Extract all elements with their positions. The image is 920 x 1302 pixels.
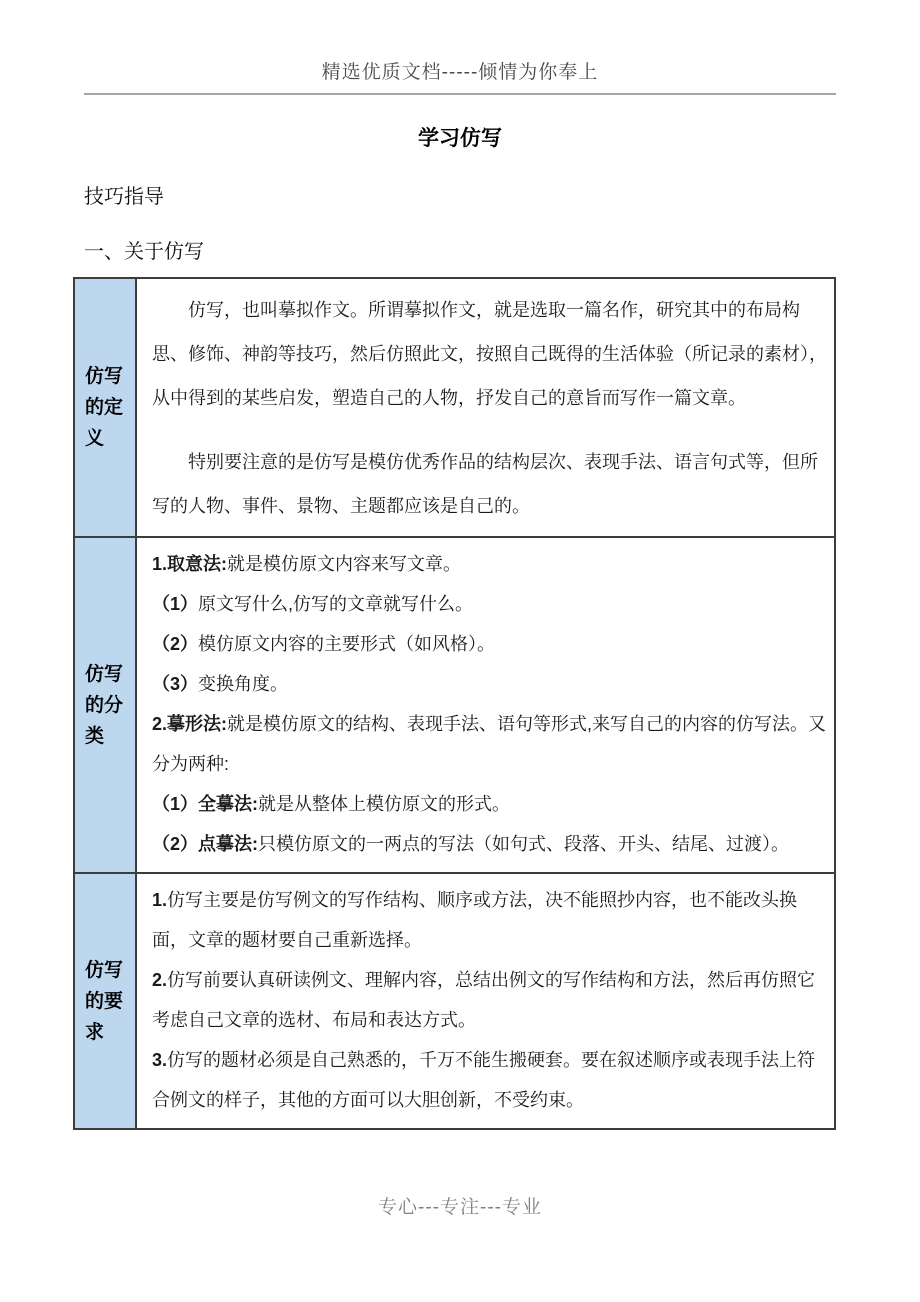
paragraph-text: 模仿原文内容的主要形式（如风格）。 [198, 634, 496, 654]
paragraph-label: 2. [152, 970, 168, 990]
paragraph [152, 1040, 830, 1120]
page-header-text: 精选优质文档-----倾情为你奉上 [321, 62, 599, 83]
paragraph-text: 变换角度。 [198, 674, 289, 694]
paragraph [152, 784, 830, 824]
paragraph-text: 仿写主要是仿写例文的写作结构、顺序或方法，决不能照抄内容，也不能改头换面，文章的题材要自己重新选择。 [152, 890, 798, 950]
paragraph-label: 3. [152, 1050, 168, 1070]
paragraph [152, 960, 830, 1040]
paragraph [152, 544, 830, 584]
page-title: 学习仿写 [418, 127, 502, 150]
paragraph-label: （1）全摹法: [152, 794, 259, 814]
paragraph-label: （3） [152, 674, 199, 694]
paragraph-label: （1） [152, 594, 199, 614]
row-header-cell-classification [74, 537, 136, 873]
paragraph-label: 2.摹形法: [152, 714, 228, 734]
paragraph-text: 仿写，也叫摹拟作文。所谓摹拟作文，就是选取一篇名作，研究其中的布局构思、修饰、神韵等技巧，然后仿照此文，按照自己既得的生活体验（所记录的素材），从中得到的某些启发，塑造自己的人物，抒发自己的意旨而写作一篇文章。 [152, 300, 827, 408]
row-content-cell-definition [136, 278, 835, 537]
page-footer-text: 专心---专注---专业 [378, 1197, 542, 1218]
table-row-definition [74, 278, 835, 537]
paragraph-text: 仿写的题材必须是自己熟悉的，千万不能生搬硬套。要在叙述顺序或表现手法上符合例文的样子，其他的方面可以大胆创新，不受约束。 [152, 1050, 816, 1110]
row-header-cell-definition [74, 278, 136, 537]
paragraph-text: 就是从整体上模仿原文的形式。 [258, 794, 511, 814]
row-header-label: 仿写的定义 [85, 366, 124, 449]
paragraph [152, 704, 830, 784]
paragraph-text: 特别要注意的是仿写是模仿优秀作品的结构层次、表现手法、语言句式等，但所写的人物、事件、景物、主题都应该是自己的。 [152, 452, 818, 516]
paragraph-text: 就是模仿原文的结构、表现手法、语句等形式,来写自己的内容的仿写法。又分为两种: [152, 714, 827, 774]
page-footer-note [0, 1192, 920, 1219]
table-row-requirements [74, 873, 835, 1129]
paragraph-label: （2）点摹法: [152, 834, 259, 854]
paragraph-text: 原文写什么,仿写的文章就写什么。 [198, 594, 474, 614]
paragraph [152, 584, 830, 624]
paragraph [152, 288, 830, 420]
paragraph [152, 624, 830, 664]
paragraph-text: 只模仿原文的一两点的写法（如句式、段落、开头、结尾、过渡）。 [258, 834, 790, 854]
header-divider-line [84, 93, 836, 95]
row-header-cell-requirements [74, 873, 136, 1129]
row-header-label: 仿写的要求 [85, 959, 124, 1043]
table-row-classification [74, 537, 835, 873]
paragraph-label: （2） [152, 634, 199, 654]
paragraph [152, 440, 830, 528]
paragraph [152, 880, 830, 960]
paragraph-label: 1.取意法: [152, 554, 228, 574]
page-header-note [0, 0, 920, 84]
paragraph [152, 664, 830, 704]
paragraph-text: 就是模仿原文内容来写文章。 [227, 554, 462, 574]
subtitle: 技巧指导 [84, 186, 164, 208]
content-table [73, 277, 836, 1130]
paragraph-text: 仿写前要认真研读例文、理解内容，总结出例文的写作结构和方法，然后再仿照它考虑自己文章的选材、布局和表达方式。 [152, 970, 816, 1030]
section-heading: 一、关于仿写 [84, 241, 204, 263]
row-content-cell-requirements [136, 873, 835, 1129]
row-content-cell-classification [136, 537, 835, 873]
row-header-label: 仿写的分类 [85, 663, 124, 747]
paragraph [152, 824, 830, 864]
paragraph-label: 1. [152, 890, 168, 910]
